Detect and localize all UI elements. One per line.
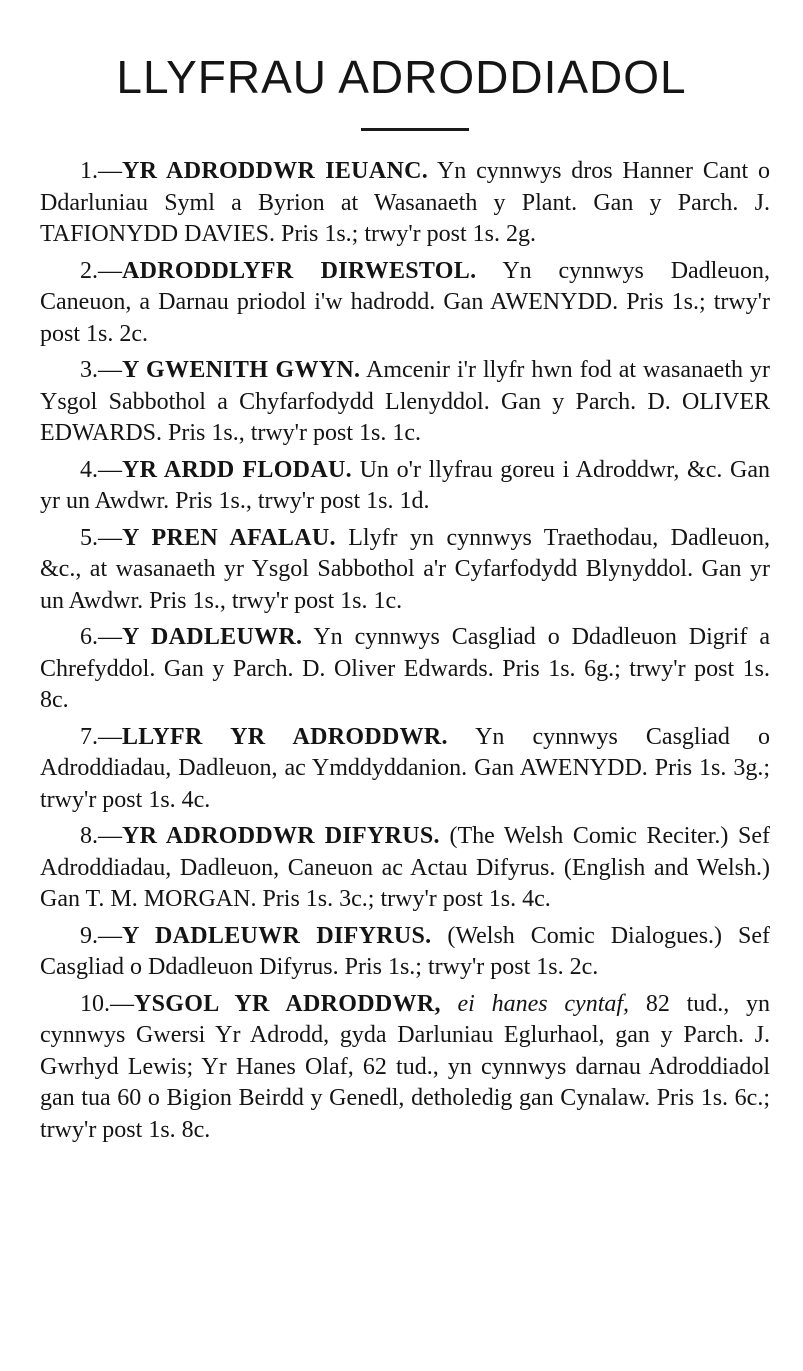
- list-item: [40, 523, 770, 618]
- entry-heading: Y GWENITH GWYN.: [122, 357, 361, 383]
- entry-number: 5.—: [80, 524, 122, 551]
- entry-heading: ADRODDLYFR DIRWESTOL.: [122, 257, 477, 284]
- list-item: [40, 355, 770, 450]
- entry-italic: ei hanes cyntaf,: [457, 990, 630, 1017]
- entry-body: Amcenir i'r llyfr hwn fod at wasanaeth yr Ysgol Sabbothol a Chyfarfodydd Llenyddol. Gan y Parch. D. OLIVER EDWARDS. Pris 1s., trwy'r post 1s. 1c.: [40, 357, 770, 446]
- list-item: [40, 921, 770, 984]
- entry-body: Llyfr yn cynnwys Traethodau, Dadleuon, &c., at wasanaeth yr Ysgol Sabbothol a'r Cyfarfodydd Blynyddol. Gan yr un Awdwr. Pris 1s., trwy'r post 1s. 1c.: [40, 524, 770, 614]
- list-item: [40, 622, 770, 717]
- entry-body: Yn cynnwys dros Hanner Cant o Ddarluniau Syml a Byrion at Wasanaeth y Plant. Gan y Parch. J. TAFIONYDD DAVIES. Pris 1s.; trwy'r post 1s. 2g.: [40, 158, 770, 247]
- entry-body: Un o'r llyfrau goreu i Adroddwr, &c. Gan yr un Awdwr. Pris 1s., trwy'r post 1s. 1d.: [40, 456, 771, 514]
- entry-heading: Y PREN AFALAU.: [122, 524, 336, 551]
- entry-number: 10.—: [80, 990, 134, 1017]
- entry-body: (The Welsh Comic Reciter.) Sef Adroddiadau, Dadleuon, Caneuon ac Actau Difyrus. (English and Welsh.) Gan T. M. MORGAN. Pris 1s. 3c.; trwy'r post 1s. 4c.: [40, 823, 771, 912]
- entry-number: 9.—: [80, 922, 122, 949]
- entry-body: Yn cynnwys Casgliad o Adroddiadau, Dadleuon, ac Ymddyddanion. Gan AWENYDD. Pris 1s. 3g.; trwy'r post 1s. 4c.: [40, 723, 770, 813]
- entry-number: 4.—: [80, 456, 122, 483]
- list-item: [40, 455, 770, 518]
- list-item: [40, 722, 770, 817]
- entry-number: 7.—: [80, 723, 122, 750]
- list-item: [40, 256, 770, 351]
- entry-number: 8.—: [80, 823, 122, 849]
- entry-heading: YR ARDD FLODAU.: [122, 456, 352, 483]
- list-item: [40, 821, 770, 916]
- entry-number: 6.—: [80, 624, 122, 650]
- entry-body: Yn cynnwys Dadleuon, Caneuon, a Darnau priodol i'w hadrodd. Gan AWENYDD. Pris 1s.; trwy'r post 1s. 2c.: [40, 257, 770, 347]
- entry-heading: YR ADRODDWR DIFYRUS.: [122, 823, 440, 849]
- entry-heading: YSGOL YR ADRODDWR,: [134, 990, 441, 1017]
- page-title: LLYFRAU ADRODDIADOL: [116, 51, 687, 103]
- entry-body: 82 tud., yn cynnwys Gwersi Yr Adrodd, gyda Darluniau Eglurhaol, gan y Parch. J. Gwrhyd Lewis; Yr Hanes Olaf, 62 tud., yn cynnwys darnau Adroddiadol gan tua 60 o Bigion Beirdd y Genedl, detholedig gan Cynalaw. Pris 1s. 6c.; trwy'r post 1s. 8c.: [40, 990, 771, 1143]
- entry-number: 2.—: [80, 257, 122, 284]
- entry-heading: Y DADLEUWR DIFYRUS.: [122, 922, 432, 949]
- title-rule: [361, 128, 469, 131]
- list-item: [40, 989, 770, 1147]
- entry-number: 1.—: [80, 158, 122, 184]
- entry-heading: YR ADRODDWR IEUANC.: [122, 158, 429, 184]
- entry-list: [40, 156, 770, 1151]
- entry-number: 3.—: [80, 357, 122, 383]
- entry-body: (Welsh Comic Dialogues.) Sef Casgliad o Ddadleuon Difyrus. Pris 1s.; trwy'r post 1s. 2c.: [40, 922, 770, 980]
- list-item: [40, 156, 770, 251]
- entry-heading: Y DADLEUWR.: [122, 624, 303, 650]
- entry-heading: LLYFR YR ADRODDWR.: [122, 723, 448, 750]
- entry-body: Yn cynnwys Casgliad o Ddadleuon Digrif a Chrefyddol. Gan y Parch. D. Oliver Edwards. Pris 1s. 6g.; trwy'r post 1s. 8c.: [40, 624, 770, 713]
